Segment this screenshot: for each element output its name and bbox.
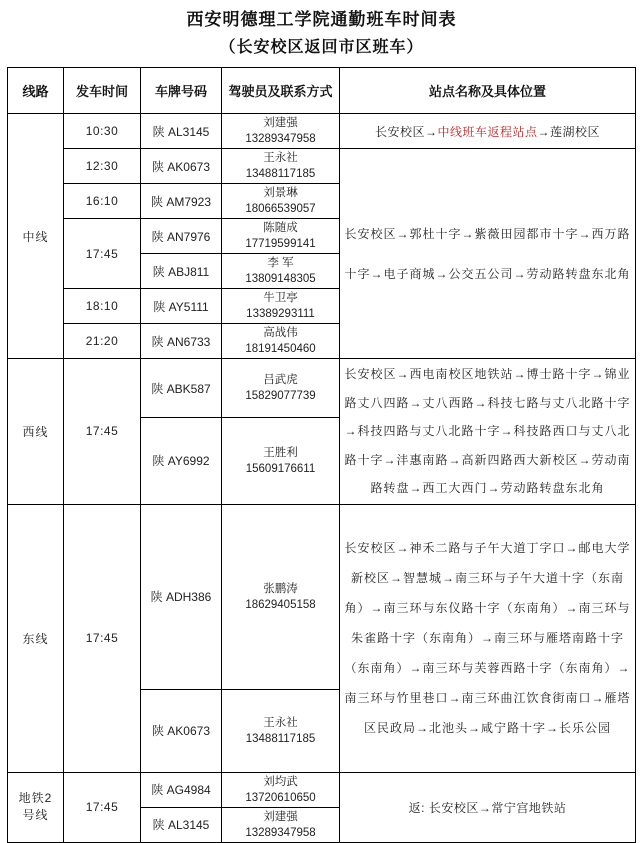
table-row: [8, 359, 636, 418]
driver-phone: 13488117185: [245, 168, 316, 180]
plate-cell: 陕 AL3145: [141, 114, 222, 149]
driver-name: 高战伟: [263, 327, 298, 339]
station-text: 长安校区→: [374, 124, 438, 139]
driver-phone: 15609176611: [245, 462, 316, 475]
driver-name: 刘景琳: [263, 187, 298, 199]
time-cell: 12:30: [64, 149, 141, 184]
driver-phone: 13289347958: [245, 826, 316, 839]
driver-cell: [222, 359, 340, 418]
driver-name: 刘建强: [263, 117, 298, 129]
header-stations: 站点名称及具体位置: [340, 68, 636, 114]
station-cell-metro2: 返: 长安校区→常宁宫地铁站: [340, 772, 636, 842]
driver-phone: 13720610650: [245, 791, 316, 804]
driver-phone: 17719599141: [245, 238, 316, 250]
plate-cell: 陕 AK0673: [141, 149, 222, 184]
driver-phone: 13289347958: [245, 133, 316, 145]
station-cell-xixian: 长安校区→西电南校区地铁站→博士路十字→锦业路丈八四路→丈八西路→科技七路与丈八北路十字→科技四路与丈八北路十字→科技路西口与丈八北路十字→沣惠南路→高新四路西大新校区→劳动南路转盘→西工大西门→劳动路转盘东北角: [340, 359, 636, 505]
route-name-line: 号线: [22, 808, 49, 822]
driver-name: 牛卫亭: [263, 292, 298, 304]
table-row: [8, 149, 636, 184]
driver-phone: 18629405158: [245, 598, 316, 611]
driver-name: 王永社: [263, 716, 298, 729]
driver-phone: 13389293111: [246, 308, 315, 320]
driver-name: 刘建强: [263, 810, 298, 823]
driver-cell: [222, 504, 340, 689]
driver-name: 陈随成: [263, 222, 298, 234]
page-title: 西安明德理工学院通勤班车时间表: [186, 10, 457, 29]
table-row: [8, 504, 636, 689]
plate-cell: 陕 ABK587: [141, 359, 222, 418]
driver-phone: 18191450460: [245, 343, 316, 355]
time-cell: 21:20: [64, 324, 141, 359]
driver-name: 张鹏涛: [263, 582, 298, 595]
route-name-line: 地铁2: [18, 791, 53, 805]
time-cell: 17:45: [64, 219, 141, 289]
driver-cell: [222, 114, 340, 149]
time-cell: 17:45: [64, 359, 141, 505]
time-cell: 17:45: [64, 504, 141, 772]
driver-cell: [222, 149, 340, 184]
header-plate: 车牌号码: [141, 68, 222, 114]
route-cell-dongxian: 东线: [8, 504, 64, 772]
driver-cell: [222, 689, 340, 772]
station-cell-dongxian: 长安校区→神禾二路与子午大道丁字口→邮电大学新校区→智慧城→南三环与子午大道十字（东南角）→南三环与东仪路十字（东南角）→南三环与朱雀路十字（东南角）→南三环与雁塔南路十字（东南角）→南三环与芙蓉西路十字（东南角）→南三环与竹里巷口→南三环曲江饮食街南口→雁塔区民政局→北池头→咸宁路十字→长乐公园: [340, 504, 636, 772]
route-cell-metro2: [8, 772, 64, 842]
table-row: [8, 772, 636, 807]
driver-cell: [222, 254, 340, 289]
driver-name: 李 军: [267, 257, 294, 269]
driver-name: 刘均武: [263, 775, 298, 788]
driver-cell: [222, 418, 340, 505]
time-cell: 18:10: [64, 289, 141, 324]
header-time: 发车时间: [64, 68, 141, 114]
bus-timetable: [7, 67, 636, 843]
driver-name: 吕武虎: [263, 374, 298, 386]
route-cell-zhongxian: 中线: [8, 114, 64, 359]
plate-cell: 陕 AG4984: [141, 772, 222, 807]
station-highlight-red: 中线班车返程站点: [437, 124, 538, 139]
header-route: 线路: [8, 68, 64, 114]
plate-cell: 陕 AN7976: [141, 219, 222, 254]
driver-cell: [222, 324, 340, 359]
driver-phone: 13488117185: [245, 732, 316, 745]
driver-phone: 13809148305: [245, 273, 316, 285]
plate-cell: 陕 AK0673: [141, 689, 222, 772]
table-row: [8, 114, 636, 149]
driver-name: 王胜利: [263, 446, 298, 459]
plate-cell: 陕 AN6733: [141, 324, 222, 359]
plate-cell: 陕 AL3145: [141, 807, 222, 842]
driver-cell: [222, 807, 340, 842]
header-driver: 驾驶员及联系方式: [222, 68, 340, 114]
route-cell-xixian: 西线: [8, 359, 64, 505]
driver-name: 王永社: [263, 152, 298, 164]
plate-cell: 陕 AY5111: [141, 289, 222, 324]
plate-cell: 陕 AM7923: [141, 184, 222, 219]
page-subtitle: （长安校区返回市区班车）: [219, 39, 424, 56]
driver-cell: [222, 772, 340, 807]
driver-cell: [222, 289, 340, 324]
time-cell: 16:10: [64, 184, 141, 219]
driver-phone: 18066539057: [245, 203, 316, 215]
time-cell: 10:30: [64, 114, 141, 149]
driver-phone: 15829077739: [245, 390, 316, 402]
driver-cell: [222, 184, 340, 219]
time-cell: 17:45: [64, 772, 141, 842]
plate-cell: 陕 ABJ811: [141, 254, 222, 289]
header-row: [8, 68, 636, 114]
plate-cell: 陕 ADH386: [141, 504, 222, 689]
driver-cell: [222, 219, 340, 254]
station-cell-zhongxian-first: [340, 114, 636, 149]
station-cell-zhongxian-rest: 长安校区→郭杜十字→紫薇田园都市十字→西万路十字→电子商城→公交五公司→劳动路转盘东北角: [340, 149, 636, 359]
station-text: →莲湖校区: [537, 124, 601, 139]
plate-cell: 陕 AY6992: [141, 418, 222, 505]
